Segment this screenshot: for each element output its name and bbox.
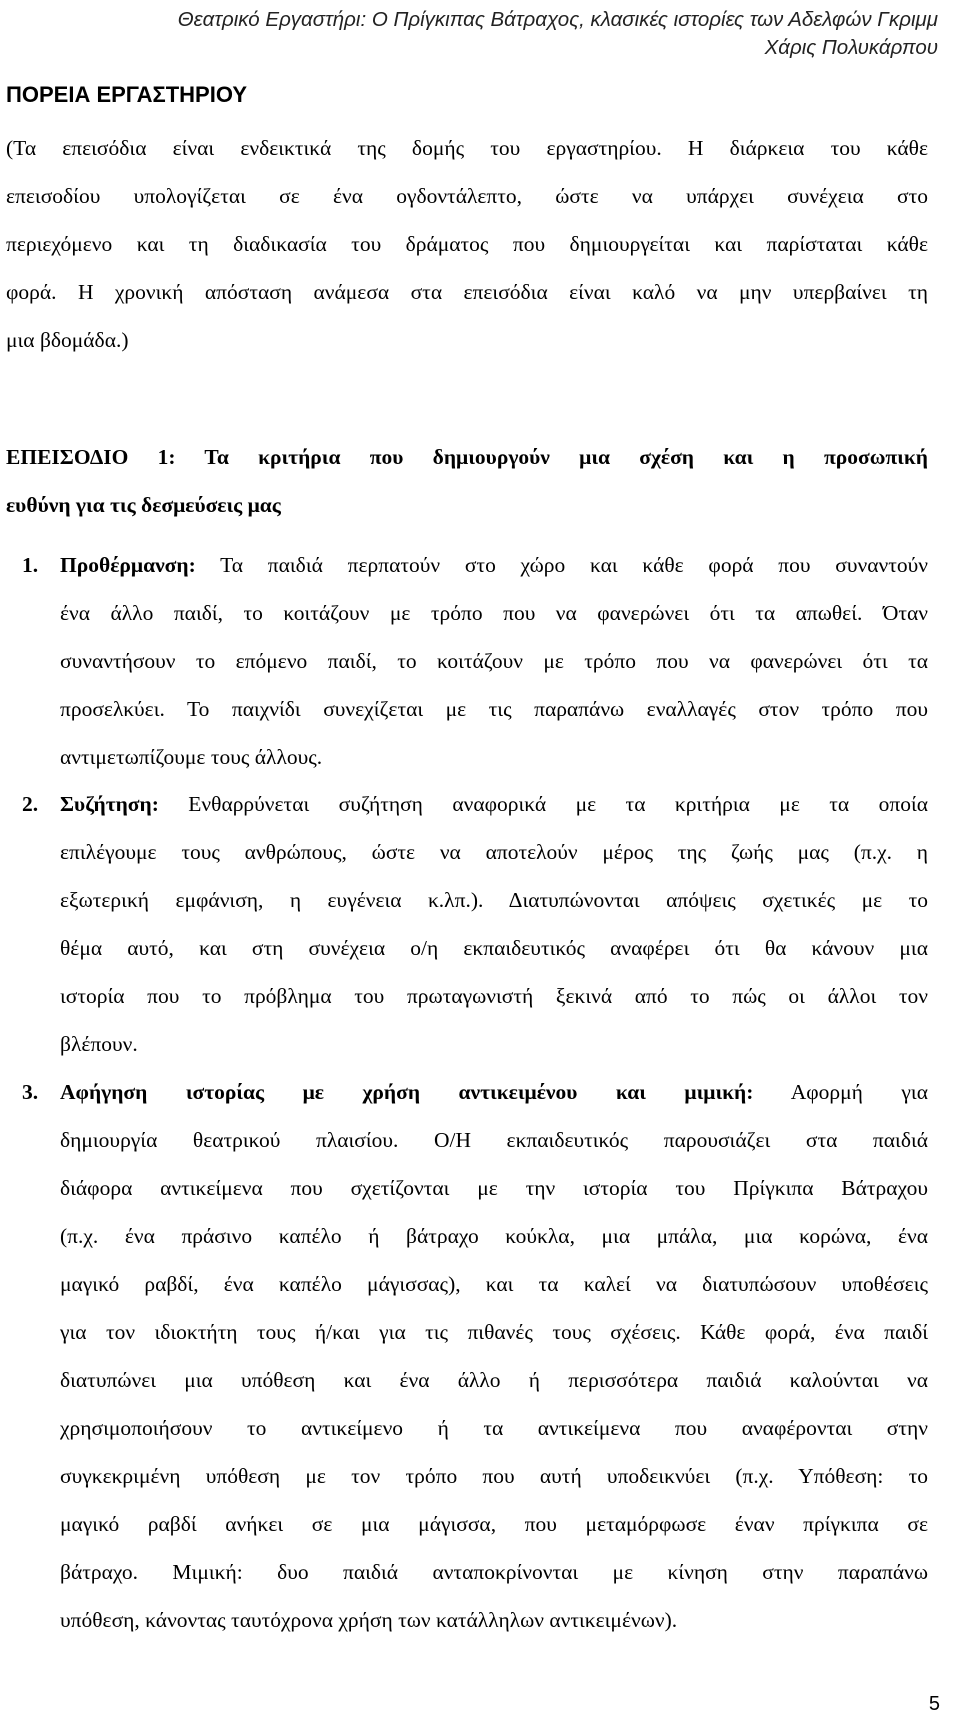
list-item-line: υπόθεση, κάνοντας ταυτόχρονα χρήση των κατάλληλων αντικειμένων).: [60, 1608, 678, 1632]
item-text: Τα παιδιά περπατούν στο χώρο και κάθε φορά που συναντούν: [195, 553, 928, 577]
intro-line: επεισοδίου υπολογίζεται σε ένα ογδοντάλεπτο, ώστε να υπάρχει συνέχεια στο: [6, 184, 928, 208]
section-title: ΠΟΡΕΙΑ ΕΡΓΑΣΤΗΡΙΟΥ: [6, 82, 248, 107]
list-item-line: μαγικό ραβδί, ένα καπέλο μάγισσας), και τα καλεί να διατυπώσουν υποθέσεις: [60, 1272, 928, 1296]
item-text: Ενθαρρύνεται συζήτηση αναφορικά με τα κριτήρια με τα οποία: [158, 792, 928, 816]
intro-line: (Τα επεισόδια είναι ενδεικτικά της δομής του εργαστηρίου. Η διάρκεια του κάθε: [6, 136, 928, 160]
list-item-line: αντιμετωπίζουμε τους άλλους.: [60, 745, 323, 769]
list-item-first-line: [60, 550, 928, 580]
list-number: 3.: [22, 1080, 39, 1104]
list-item-first-line: [60, 1077, 928, 1107]
intro-line: μια βδομάδα.): [6, 328, 129, 352]
episode-heading-cont: ευθύνη για τις δεσμεύσεις μας: [6, 493, 281, 517]
list-item-line: επιλέγουμε τους ανθρώπους, ώστε να αποτελούν μέρος της ζωής μας (π.χ. η: [60, 840, 928, 864]
episode-heading: ΕΠΕΙΣΟΔΙΟ 1: Τα κριτήρια που δημιουργούν μια σχέση και η προσωπική: [6, 445, 928, 469]
page-number: 5: [928, 1693, 940, 1715]
list-item-line: μαγικό ραβδί ανήκει σε μια μάγισσα, που μεταμόρφωσε έναν πρίγκιπα σε: [60, 1512, 928, 1536]
list-item-line: εξωτερική εμφάνιση, η ευγένεια κ.λπ.). Διατυπώνονται απόψεις σχετικές με το: [60, 888, 928, 912]
list-item-line: διατυπώνει μια υπόθεση και ένα άλλο ή περισσότερα παιδιά καλούνται να: [60, 1368, 928, 1392]
list-item-line: συγκεκριμένη υπόθεση με τον τρόπο που αυτή υποδεικνύει (π.χ. Υπόθεση: το: [60, 1464, 928, 1488]
item-label: Προθέρμανση:: [60, 553, 196, 577]
list-item-line: συναντήσουν το επόμενο παιδί, το κοιτάζουν με τρόπο που να φανερώνει ότι τα: [60, 649, 928, 673]
list-item-line: ένα άλλο παιδί, το κοιτάζουν με τρόπο που να φανερώνει ότι τα απωθεί. Όταν: [60, 601, 928, 625]
list-item-line: βλέπουν.: [60, 1032, 138, 1056]
running-header-author: Χάρις Πολυκάρπου: [764, 36, 938, 59]
list-item-line: χρησιμοποιήσουν το αντικείμενο ή τα αντικείμενα που αναφέρονται στην: [60, 1416, 928, 1440]
list-number: 2.: [22, 792, 39, 816]
running-header-title: Θεατρικό Εργαστήρι: Ο Πρίγκιπας Βάτραχος, κλασικές ιστορίες των Αδελφών Γκριμμ: [177, 8, 938, 31]
intro-line: περιεχόμενο και τη διαδικασία του δράματος που δημιουργείται και παρίσταται κάθε: [6, 232, 928, 256]
item-label: Αφήγηση ιστορίας με χρήση αντικειμένου και μιμική:: [60, 1080, 754, 1104]
list-item-line: βάτραχο. Μιμική: δυο παιδιά ανταποκρίνονται με κίνηση στην παραπάνω: [60, 1560, 928, 1584]
list-item-line: ιστορία που το πρόβλημα του πρωταγωνιστή ξεκινά από το πώς οι άλλοι τον: [60, 984, 928, 1008]
intro-line: φορά. Η χρονική απόσταση ανάμεσα στα επεισόδια είναι καλό να μην υπερβαίνει τη: [6, 280, 928, 304]
list-item-first-line: [60, 789, 928, 819]
item-label: Συζήτηση:: [60, 792, 159, 816]
list-item-line: προσελκύει. Το παιχνίδι συνεχίζεται με τις παραπάνω εναλλαγές στον τρόπο που: [60, 697, 928, 721]
list-item-line: δημιουργία θεατρικού πλαισίου. Ο/Η εκπαιδευτικός παρουσιάζει στα παιδιά: [60, 1128, 928, 1152]
list-item-line: διάφορα αντικείμενα που σχετίζονται με την ιστορία του Πρίγκιπα Βάτραχου: [60, 1176, 928, 1200]
item-text: Αφορμή για: [753, 1080, 928, 1104]
list-item-line: θέμα αυτό, και στη συνέχεια ο/η εκπαιδευτικός αναφέρει ότι θα κάνουν μια: [60, 936, 928, 960]
list-number: 1.: [22, 553, 39, 577]
list-item-line: (π.χ. ένα πράσινο καπέλο ή βάτραχο κούκλα, μια μπάλα, μια κορώνα, ένα: [60, 1224, 928, 1248]
list-item-line: για τον ιδιοκτήτη τους ή/και για τις πιθανές τους σχέσεις. Κάθε φορά, ένα παιδί: [60, 1320, 928, 1344]
